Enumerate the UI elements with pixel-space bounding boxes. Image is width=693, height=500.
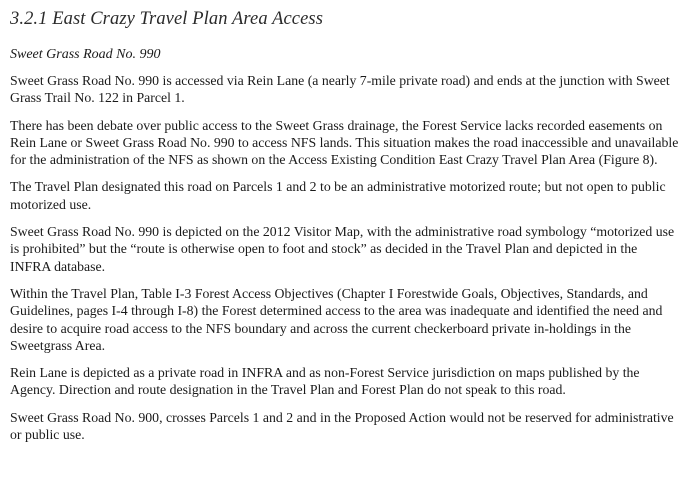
paragraph-public-access-debate: There has been debate over public access to the Sweet Grass drainage, the Forest Service lacks recorded easements on Rein Lane or Sweet Grass Road No. 990 to access NFS lands. This situation makes the road inaccessible and unavailable for the administration of the NFS as shown on the Access Existing Condition East Crazy Travel Plan Area (Figure 8). [10,117,679,168]
road-subheading: Sweet Grass Road No. 990 [10,47,161,62]
section-heading: 3.2.1 East Crazy Travel Plan Area Access [10,9,323,29]
paragraph-proposed-action: Sweet Grass Road No. 900, crosses Parcels 1 and 2 and in the Proposed Action would not be reserved for administrative or public use. [10,409,674,443]
paragraph-travel-plan-designation: The Travel Plan designated this road on Parcels 1 and 2 to be an administrative motorized route; but not open to public motorized use. [10,179,666,212]
paragraph-rein-lane: Rein Lane is depicted as a private road in INFRA and as non-Forest Service jurisdiction on maps published by the Agency. Direction and route designation in the Travel Plan and Forest Plan do not speak to this road. [10,365,640,398]
paragraph-access-objectives: Within the Travel Plan, Table I-3 Forest Access Objectives (Chapter I Forestwide Goals, Objectives, Standards, and Guidelines, pages I-4 through I-8) the Forest determined access to the area was inadequate and identified the need and desire to acquire road access to the NFS boundary and across the current checkerboard private in-holdings in the Sweetgrass Area. [10,285,663,353]
paragraph-visitor-map: Sweet Grass Road No. 990 is depicted on the 2012 Visitor Map, with the administrative road symbology “motorized use is prohibited” but the “route is otherwise open to foot and stock” as decided in the Travel Plan and depicted in the INFRA database. [10,224,675,274]
paragraph-access-route: Sweet Grass Road No. 990 is accessed via Rein Lane (a nearly 7-mile private road) and ends at the junction with Sweet Grass Trail No. 122 in Parcel 1. [10,73,670,106]
